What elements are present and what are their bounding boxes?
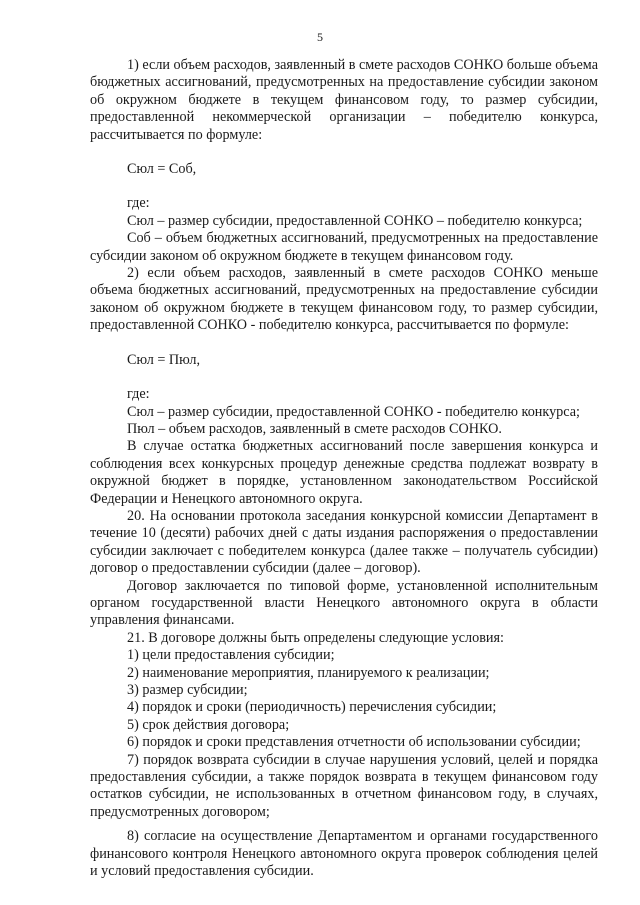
paragraph-condition-1: 1) если объем расходов, заявленный в смете расходов СОНКО больше объема бюджетных ассигнований, предусмотренных на предоставление субсидии законом об окружном бюджете в текущем финансовом году, то размер субсидии, предоставленной некоммерческой организации – победителю конкурса, рассчитывается по формуле: <box>90 57 598 143</box>
paragraph-21: 21. В договоре должны быть определены следующие условия: <box>127 629 504 646</box>
document-body <box>90 57 598 880</box>
definition-2b: Пюл – объем расходов, заявленный в смете расходов СОНКО. <box>127 420 502 437</box>
definition-1a: Сюл – размер субсидии, предоставленной СОНКО – победителю конкурса; <box>127 212 583 229</box>
list-item: 1) цели предоставления субсидии; <box>127 647 335 664</box>
list-item: 5) срок действия договора; <box>127 716 290 733</box>
list-item: 3) размер субсидии; <box>127 682 248 698</box>
paragraph-20: 20. На основании протокола заседания конкурсной комиссии Департамент в течение 10 (десяти) рабочих дней с даты издания распоряжения о предоставлении субсидии заключает с победителем конкурса (далее также – получатель субсидии) договор о предоставлении субсидии (далее – договор). <box>90 507 598 577</box>
definition-1b: Соб – объем бюджетных ассигнований, предусмотренных на предоставление субсидии законом об окружном бюджете в текущем финансовом году. <box>90 230 598 264</box>
list-item: 2) наименование мероприятия, планируемого к реализации; <box>127 664 490 681</box>
paragraph-20-contract-form: Договор заключается по типовой форме, установленной исполнительным органом государственной власти Ненецкого автономного округа в области управления финансами. <box>90 577 598 629</box>
where-label-1: где: <box>127 195 150 212</box>
formula-1: Сюл = Соб, <box>127 161 197 178</box>
list-item: 7) порядок возврата субсидии в случае нарушения условий, целей и порядка предоставления субсидии, а также порядок возврата в текущем финансовом году остатков субсидии, не использованных в отчетном финансовом году, в случаях, предусмотренных договором; <box>90 751 598 820</box>
page-number: 5 <box>317 30 323 44</box>
list-item: 6) порядок и сроки представления отчетности об использовании субсидии; <box>127 734 581 751</box>
paragraph-remainder: В случае остатка бюджетных ассигнований после завершения конкурса и соблюдения всех конкурсных процедур денежные средства подлежат возврату в окружной бюджет в порядке, установленном законодательством Российской Федерации и Ненецкого автономного округа. <box>90 438 598 507</box>
formula-2: Сюл = Пюл, <box>127 351 201 368</box>
list-item: 4) порядок и сроки (периодичность) перечисления субсидии; <box>127 699 497 716</box>
definition-2a: Сюл – размер субсидии, предоставленной СОНКО - победителю конкурса; <box>127 403 580 420</box>
where-label-2: где: <box>127 386 150 403</box>
paragraph-condition-2: 2) если объем расходов, заявленный в смете расходов СОНКО меньше объема бюджетных ассигнований, предусмотренных на предоставление субсидии законом об окружном бюджете в текущем финансовом году, то размер субсидии, предоставленной СОНКО - победителю конкурса, рассчитывается по формуле: <box>90 265 598 334</box>
list-item: 8) согласие на осуществление Департаментом и органами государственного финансового контроля Ненецкого автономного округа проверок соблюдения целей и условий предоставления субсидии. <box>90 828 598 880</box>
